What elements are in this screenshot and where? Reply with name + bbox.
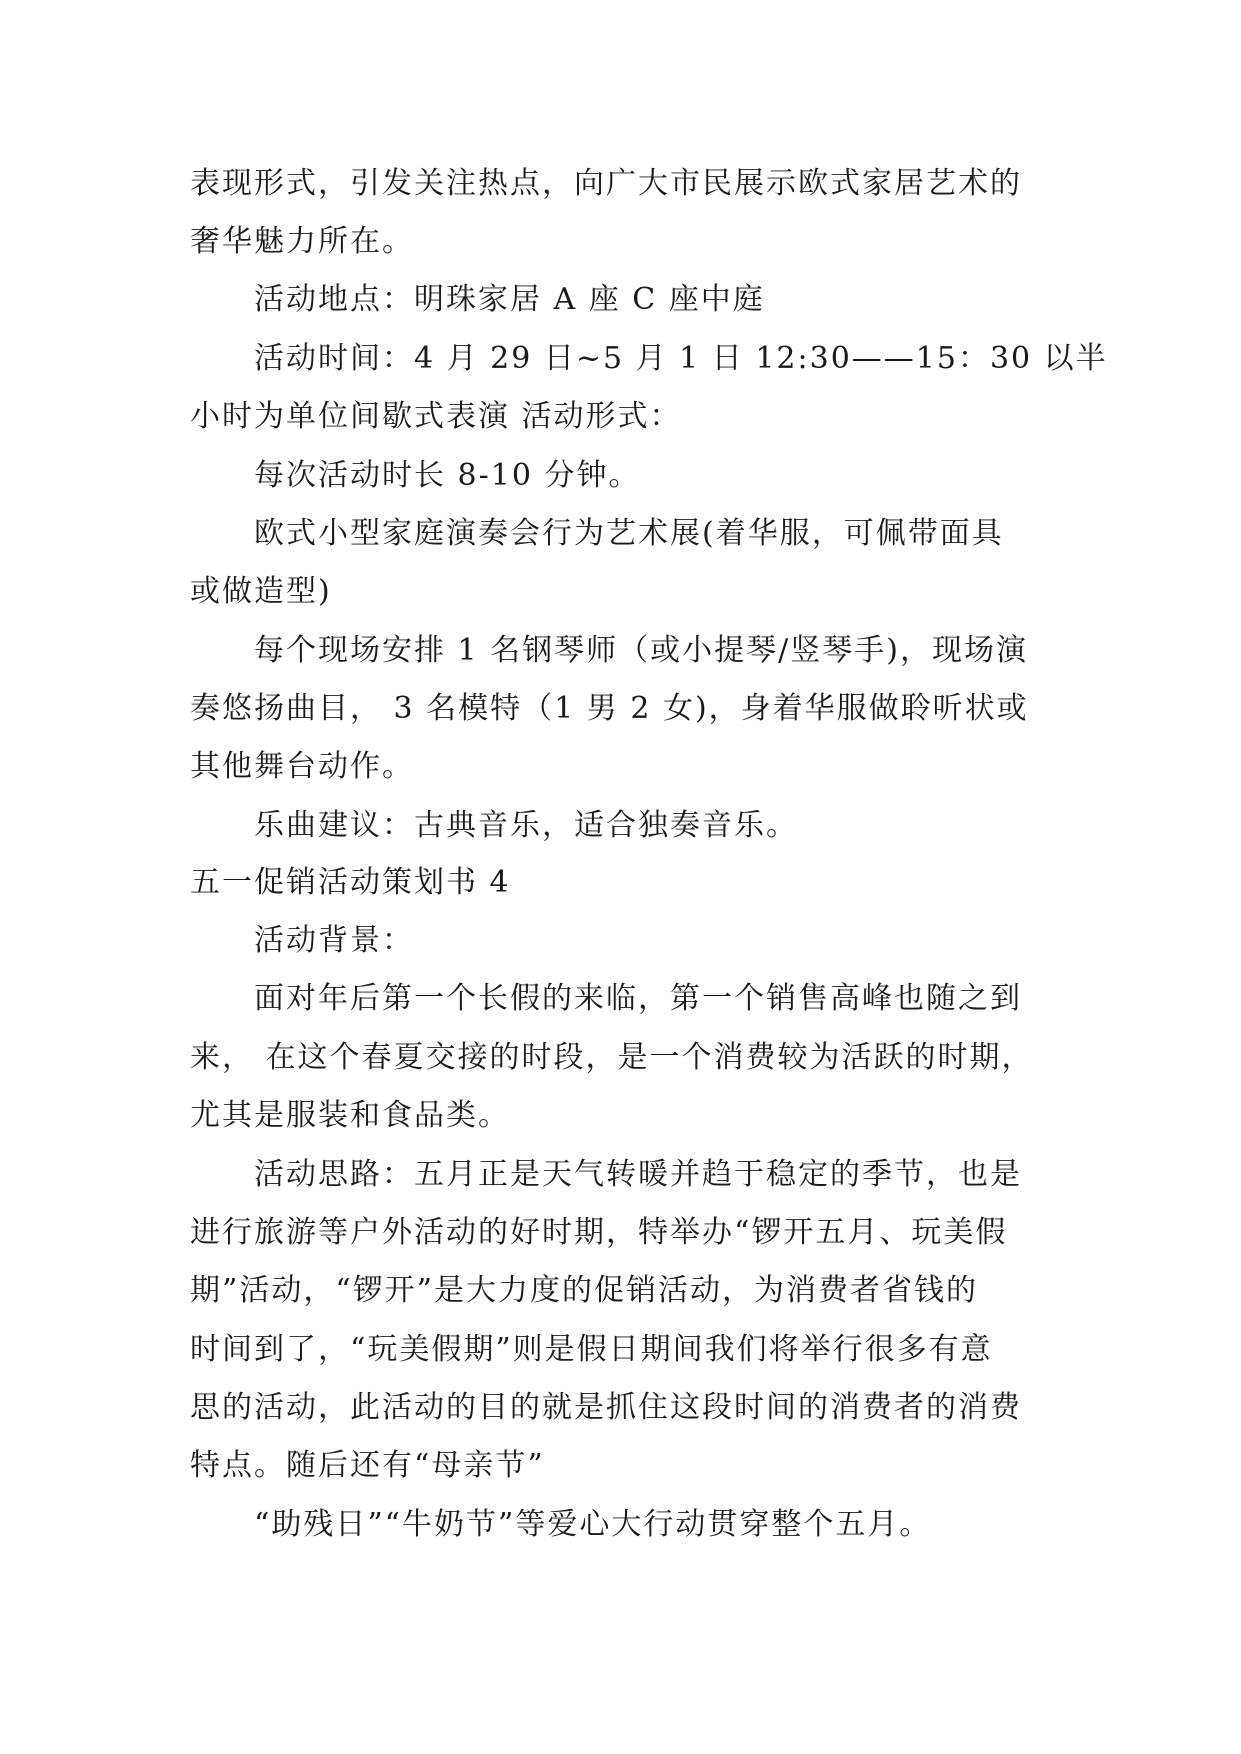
text-line: 小时为单位间歇式表演 活动形式： xyxy=(190,399,682,434)
text-line: 表现形式，引发关注热点，向广大市民展示欧式家居艺术的 xyxy=(190,166,1022,201)
text-line: 活动背景： xyxy=(254,923,414,958)
text-line: 活动地点：明珠家居 A 座 C 座中庭 xyxy=(254,282,765,317)
text-line: 面对年后第一个长假的来临，第一个销售高峰也随之到 xyxy=(254,981,1022,1016)
text-line: 其他舞台动作。 xyxy=(190,749,414,784)
text-line: 或做造型) xyxy=(190,574,332,609)
text-line: 欧式小型家庭演奏会行为艺术展(着华服，可佩带面具 xyxy=(254,516,1004,551)
text-line: 进行旅游等户外活动的好时期，特举办“锣开五月、玩美假 xyxy=(190,1215,1008,1250)
text-line: “助残日”“牛奶节”等爱心大行动贯穿整个五月。 xyxy=(254,1507,932,1542)
text-line: 奢华魅力所在。 xyxy=(190,224,414,259)
text-line: 活动思路：五月正是天气转暖并趋于稳定的季节，也是 xyxy=(254,1157,1022,1192)
text-line: 每个现场安排 1 名钢琴师（或小提琴/竖琴手)，现场演 xyxy=(254,633,1028,668)
section-heading: 五一促销活动策划书 4 xyxy=(190,865,511,900)
text-line: 来， 在这个春夏交接的时段，是一个消费较为活跃的时期， xyxy=(190,1040,1034,1075)
text-line: 尤其是服装和食品类。 xyxy=(190,1098,510,1133)
text-line: 每次活动时长 8-10 分钟。 xyxy=(254,458,641,493)
text-line: 特点。随后还有“母亲节” xyxy=(190,1448,545,1483)
text-line: 期”活动，“锣开”是大力度的促销活动，为消费者省钱的 xyxy=(190,1273,979,1308)
text-line: 活动时间：4 月 29 日~5 月 1 日 12:30——15：30 以半 xyxy=(254,341,1108,376)
text-line: 思的活动，此活动的目的就是抓住这段时间的消费者的消费 xyxy=(190,1390,1022,1425)
text-line: 乐曲建议：古典音乐，适合独奏音乐。 xyxy=(254,808,798,843)
text-line: 奏悠扬曲目， 3 名模特（1 男 2 女)，身着华服做聆听状或 xyxy=(190,691,1029,726)
text-line: 时间到了，“玩美假期”则是假日期间我们将举行很多有意 xyxy=(190,1332,993,1367)
